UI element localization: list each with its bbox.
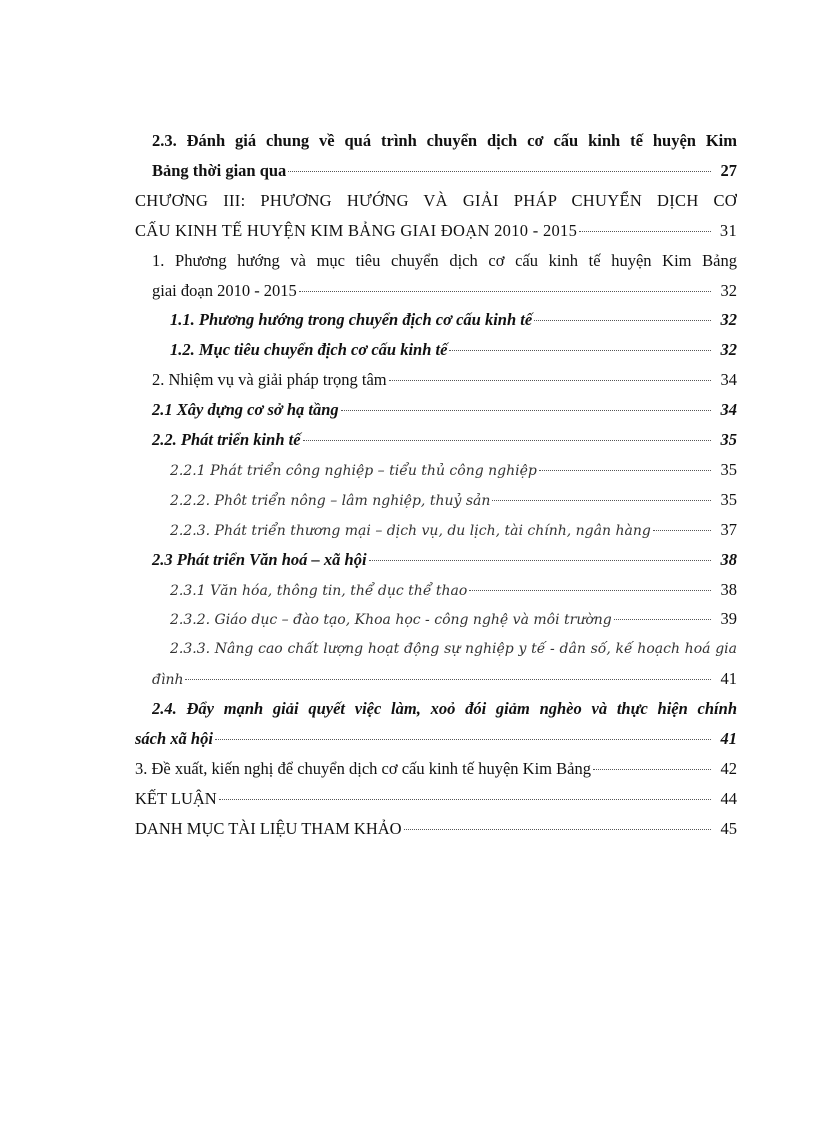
dot-leader [653, 530, 711, 531]
dot-leader [404, 829, 711, 830]
toc-entry-title: 1. Phương hướng và mục tiêu chuyển dịch cơ cấu kinh tế huyện Kim Bảng [152, 250, 737, 270]
toc-entry[interactable] [135, 754, 737, 784]
toc-entry-title: 2.3.2. Giáo dục – đào tạo, Khoa học - công nghệ và môi trường [170, 612, 612, 629]
toc-page-number: 45 [720, 818, 737, 838]
toc-entry[interactable] [152, 365, 737, 395]
toc-page-number: 41 [720, 729, 737, 748]
toc-entry[interactable] [170, 335, 737, 365]
dot-leader [219, 799, 711, 800]
toc-page-number: 35 [720, 459, 737, 479]
toc-entry-title: KẾT LUẬN [135, 788, 217, 808]
toc-entry-line [152, 246, 737, 276]
toc-entry[interactable] [152, 425, 737, 455]
dot-leader [492, 500, 711, 501]
toc-entry-title: CẤU KINH TẾ HUYỆN KIM BẢNG GIAI ĐOẠN 2010 - 2015 [135, 220, 578, 240]
toc-entry[interactable] [170, 485, 737, 515]
toc-entry-title: 2.4. Đẩy mạnh giải quyết việc làm, xoỏ đói giảm nghèo và thực hiện chính [152, 699, 737, 719]
toc-entry[interactable] [170, 604, 737, 634]
toc-entry-title: 1.2. Mục tiêu chuyển địch cơ cấu kinh tế [170, 340, 448, 360]
dot-leader [369, 560, 711, 561]
toc-page-number: 27 [720, 160, 737, 180]
toc-entry[interactable] [152, 276, 737, 306]
toc-entry[interactable] [135, 216, 737, 246]
toc-page-number: 39 [720, 609, 737, 629]
toc-page-number: 38 [720, 579, 737, 599]
dot-leader [593, 769, 711, 770]
toc-page-number: 31 [719, 220, 737, 240]
toc-entry-title: 2.3. Đánh giá chung về quá trình chuyển dịch cơ cấu kinh tế huyện Kim [152, 131, 737, 150]
toc-entry[interactable] [135, 784, 737, 814]
toc-entry-line [152, 126, 737, 156]
dot-leader [539, 470, 711, 471]
toc-page-number: 34 [720, 400, 737, 420]
toc-entry[interactable] [152, 156, 737, 186]
toc-page-number: 44 [720, 788, 737, 808]
toc-page-number: 35 [720, 430, 737, 449]
toc-entry-title: Bảng thời gian qua [152, 160, 287, 180]
toc-entry[interactable] [152, 395, 737, 425]
toc-entry-title: DANH MỤC TÀI LIỆU THAM KHẢO [135, 818, 402, 838]
toc-page-number: 34 [720, 370, 737, 390]
toc-entry[interactable] [170, 515, 737, 545]
toc-entry-title: 1.1. Phương hướng trong chuyển địch cơ cấu kinh tế [170, 310, 533, 330]
dot-leader [303, 440, 711, 441]
dot-leader [288, 171, 711, 172]
toc-page-number: 42 [720, 758, 737, 778]
toc-entry-title: 2.3 Phát triển Văn hoá – xã hội [152, 549, 367, 569]
dot-leader [614, 619, 711, 620]
toc-entry-line [152, 694, 737, 724]
toc-page-number: 38 [720, 549, 737, 569]
toc-entry-title: 2.2.2. Phôt triển nông – lâm nghiệp, thuỷ sản [170, 492, 491, 509]
toc-entry-title: 2.3.3. Nâng cao chất lượng hoạt động sự nghiệp y tế - dân số, kế hoạch hoá gia [170, 641, 737, 658]
dot-leader [389, 380, 711, 381]
toc-entry-title: giai đoạn 2010 - 2015 [152, 280, 297, 300]
toc-page-number: 32 [720, 310, 737, 330]
dot-leader [449, 350, 711, 351]
toc-entry-title: CHƯƠNG III: PHƯƠNG HƯỚNG VÀ GIẢI PHÁP CHUYỂN DỊCH CƠ [135, 190, 737, 210]
toc-entry-title: 2.1 Xây dựng cơ sở hạ tầng [152, 400, 339, 420]
toc-entry-line [170, 634, 737, 664]
toc-entry-title: 2.3.1 Văn hóa, thông tin, thể dục thể thao [170, 582, 468, 599]
toc-entry-title: 2.2.1 Phát triển công nghiệp – tiểu thủ công nghiệp [170, 462, 537, 479]
toc-page-number: 32 [720, 340, 737, 360]
dot-leader [579, 231, 711, 232]
toc-entry[interactable] [170, 305, 737, 335]
toc-entry[interactable] [170, 455, 737, 485]
dot-leader [299, 291, 711, 292]
toc-entry[interactable] [170, 575, 737, 605]
dot-leader [534, 320, 711, 321]
toc-entry[interactable] [135, 814, 737, 844]
toc-entry-line [135, 186, 737, 216]
dot-leader [341, 410, 711, 411]
toc-entry-title: đình [152, 672, 184, 689]
toc-entry-title: 2. Nhiệm vụ và giải pháp trọng tâm [152, 370, 387, 390]
toc-entry[interactable] [135, 724, 737, 754]
toc-page-number: 37 [720, 519, 737, 539]
toc-page-number: 35 [720, 489, 737, 509]
toc-entry[interactable] [152, 664, 737, 694]
toc-entry-title: 2.2. Phát triển kinh tế [152, 430, 301, 449]
toc-entry[interactable] [152, 545, 737, 575]
toc-entry-title: 2.2.3. Phát triển thương mại – dịch vụ, du lịch, tài chính, ngân hàng [170, 522, 651, 539]
dot-leader [215, 739, 711, 740]
toc-page-number: 32 [720, 280, 737, 300]
toc-entry-title: 3. Đề xuất, kiến nghị để chuyển dịch cơ cấu kinh tế huyện Kim Bảng [135, 758, 591, 778]
toc-page-number: 41 [720, 669, 737, 689]
dot-leader [469, 590, 711, 591]
dot-leader [185, 679, 711, 680]
toc-entry-title: sách xã hội [135, 729, 213, 748]
